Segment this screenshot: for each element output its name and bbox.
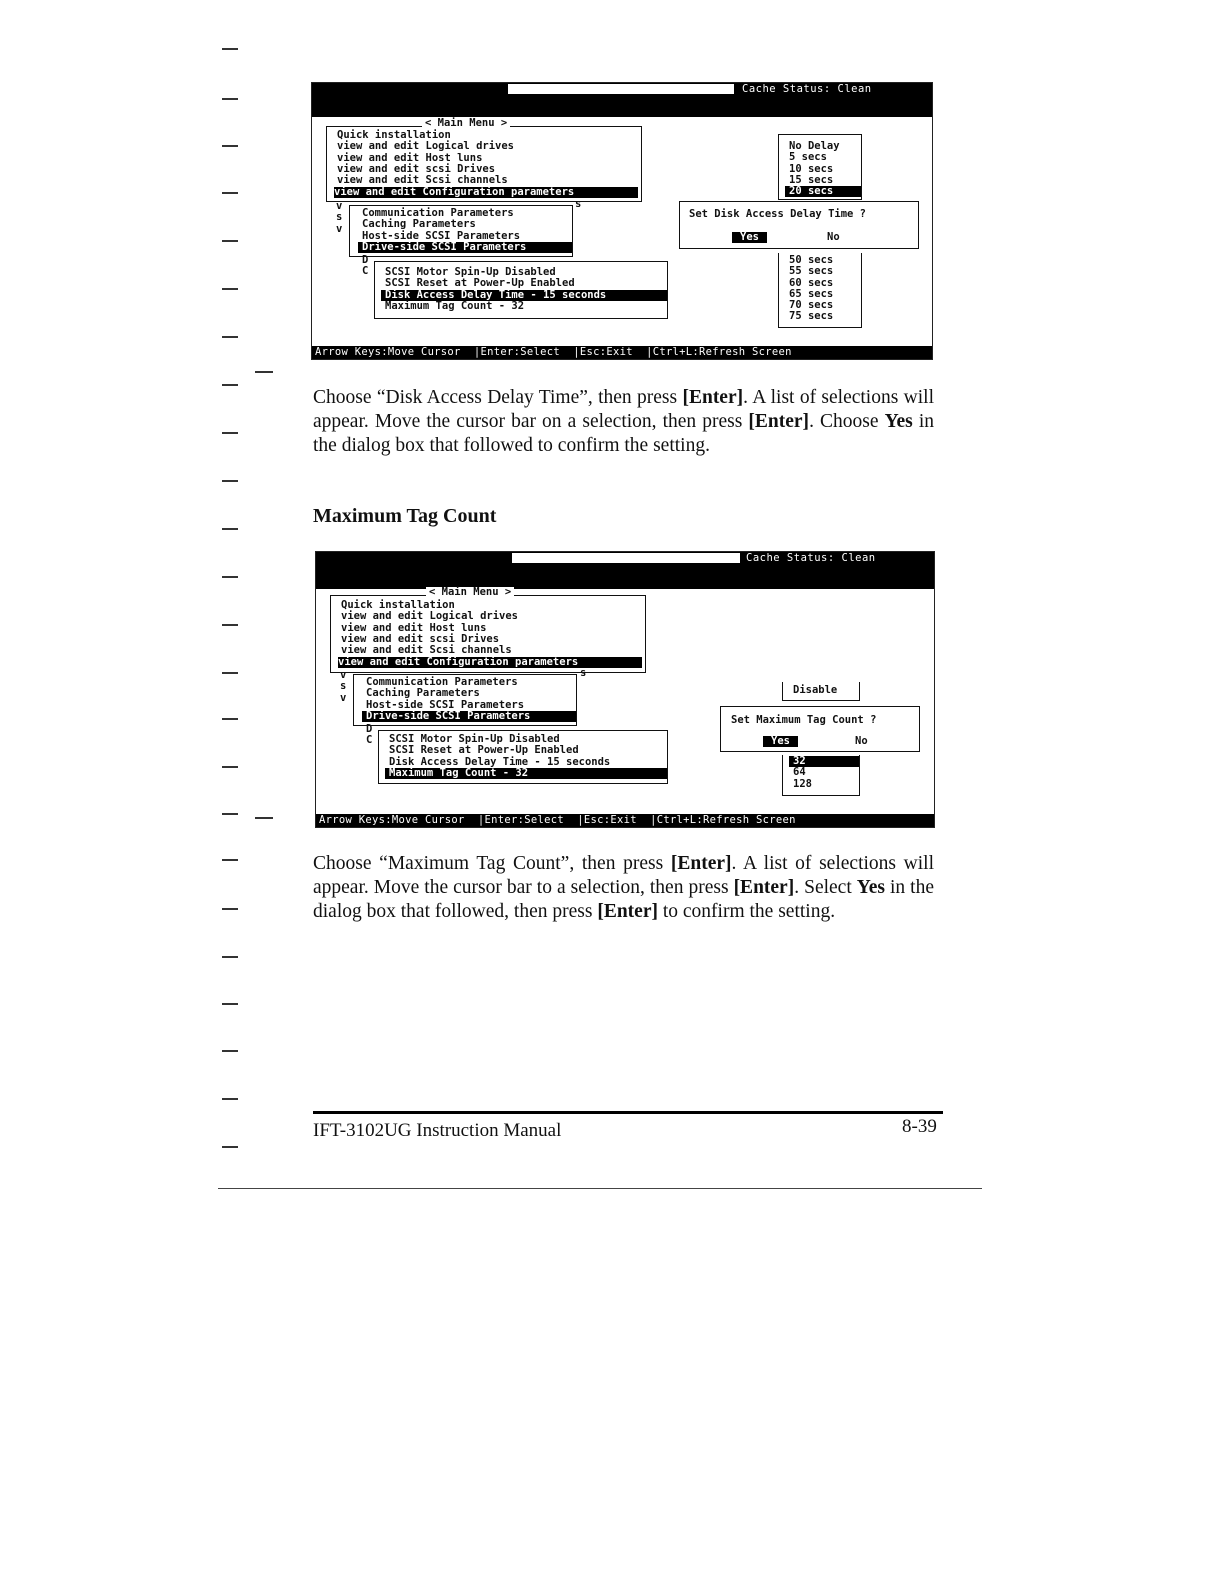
delay-option[interactable]: 50 secs bbox=[789, 254, 834, 266]
section-heading: Maximum Tag Count bbox=[313, 505, 497, 527]
menu-item-configuration-parameters[interactable]: view and edit Configuration parameters bbox=[338, 657, 642, 668]
text: Choose “Maximum Tag Count”, then press bbox=[313, 853, 671, 874]
menu-item-configuration-parameters[interactable]: view and edit Configuration parameters bbox=[334, 187, 638, 198]
main-menu-title: < Main Menu > bbox=[422, 118, 510, 129]
delay-option[interactable]: 75 secs bbox=[789, 310, 834, 323]
dialog-yes-button[interactable]: Yes bbox=[732, 232, 767, 243]
config-submenu-item[interactable]: Host-side SCSI Parameters bbox=[362, 229, 521, 242]
confirm-dialog bbox=[679, 201, 919, 249]
drive-side-submenu bbox=[374, 261, 668, 319]
delay-option[interactable]: 70 secs bbox=[789, 299, 834, 312]
key-enter: [Enter] bbox=[682, 387, 744, 408]
text: Choose “Disk Access Delay Time”, then press bbox=[313, 387, 683, 408]
submenu-trailing-s: s bbox=[575, 198, 582, 210]
config-submenu-item[interactable]: Drive-side SCSI Parameters bbox=[362, 711, 576, 722]
key-enter: [Enter] bbox=[597, 901, 658, 922]
dialog-no-button[interactable]: No bbox=[827, 231, 840, 243]
paragraph-delay-time bbox=[313, 386, 934, 458]
stub-letter: C bbox=[366, 734, 373, 747]
footer-rule bbox=[313, 1111, 943, 1114]
terminal-screenshot-tag-count bbox=[315, 551, 935, 828]
drive-submenu-item[interactable]: SCSI Reset at Power-Up Enabled bbox=[385, 277, 575, 290]
drive-submenu-item[interactable]: SCSI Motor Spin-Up Disabled bbox=[389, 733, 560, 745]
stub-letter: C bbox=[362, 265, 369, 278]
stub-letter: v bbox=[336, 222, 343, 235]
config-submenu-item[interactable]: Host-side SCSI Parameters bbox=[366, 698, 525, 711]
stub-letter: v bbox=[340, 691, 347, 704]
confirm-dialog bbox=[720, 706, 920, 752]
config-submenu-item[interactable]: Caching Parameters bbox=[366, 687, 480, 700]
dialog-prompt: Set Maximum Tag Count ? bbox=[731, 714, 877, 726]
config-submenu bbox=[349, 205, 573, 257]
main-menu-item[interactable]: view and edit scsi Drives bbox=[341, 632, 500, 645]
main-menu-item[interactable]: view and edit Logical drives bbox=[341, 610, 519, 623]
status-bar: Arrow Keys:Move Cursor |Enter:Select |Esc:Exit |Ctrl+L:Refresh Screen bbox=[316, 814, 934, 827]
main-menu-item[interactable]: view and edit Host luns bbox=[337, 151, 483, 164]
option-disable[interactable]: Disable bbox=[793, 684, 838, 696]
delay-option[interactable]: 5 secs bbox=[789, 151, 827, 164]
delay-option[interactable]: 10 secs bbox=[789, 162, 834, 175]
main-menu-stub-letters bbox=[340, 670, 346, 704]
dialog-prompt: Set Disk Access Delay Time ? bbox=[689, 208, 867, 220]
cache-status: Cache Status: Clean bbox=[742, 83, 872, 95]
drive-side-submenu bbox=[378, 730, 668, 784]
tag-options-list bbox=[782, 682, 860, 701]
paragraph-tag-count bbox=[313, 852, 934, 924]
delay-option[interactable]: 15 secs bbox=[789, 173, 834, 186]
main-menu-item[interactable]: Quick installation bbox=[341, 599, 455, 611]
terminal-screenshot-delay-time bbox=[311, 82, 933, 360]
cache-status: Cache Status: Clean bbox=[746, 552, 876, 564]
main-menu-title: < Main Menu > bbox=[426, 587, 514, 598]
dialog-yes-button[interactable]: Yes bbox=[763, 736, 798, 747]
text: . Choose bbox=[809, 411, 885, 432]
text: . Select bbox=[794, 877, 857, 898]
stub-letter: v bbox=[336, 200, 343, 212]
yes-emphasis: Yes bbox=[856, 877, 885, 898]
stub-letter: s bbox=[336, 211, 343, 224]
drive-submenu-item[interactable]: Disk Access Delay Time - 15 seconds bbox=[381, 290, 667, 301]
main-menu-stub-letters bbox=[336, 201, 342, 235]
main-menu-item[interactable]: view and edit Scsi channels bbox=[337, 174, 508, 187]
stub-letter: s bbox=[340, 680, 347, 693]
page-number: 8-39 bbox=[902, 1116, 937, 1137]
config-submenu-item[interactable]: Communication Parameters bbox=[366, 676, 518, 688]
config-submenu-item[interactable]: Drive-side SCSI Parameters bbox=[358, 242, 572, 253]
stub-letter: v bbox=[340, 669, 347, 681]
config-submenu bbox=[353, 674, 577, 726]
key-enter: [Enter] bbox=[670, 853, 732, 874]
main-menu-item[interactable]: view and edit Logical drives bbox=[337, 140, 515, 153]
drive-stub-letters bbox=[362, 255, 368, 278]
config-submenu-item[interactable]: Communication Parameters bbox=[362, 207, 514, 219]
key-enter: [Enter] bbox=[733, 877, 795, 898]
submenu-trailing-s: s bbox=[580, 667, 587, 679]
drive-stub-letters bbox=[366, 724, 372, 747]
tag-option[interactable]: 32 bbox=[789, 756, 859, 767]
drive-submenu-item[interactable]: Disk Access Delay Time - 15 seconds bbox=[389, 755, 611, 768]
tag-option[interactable]: 128 bbox=[793, 777, 812, 790]
drive-submenu-item[interactable]: Maximum Tag Count - 32 bbox=[385, 768, 667, 779]
drive-submenu-item[interactable]: Maximum Tag Count - 32 bbox=[385, 299, 525, 312]
text: in the dialog box that followed to confirm the setting. bbox=[313, 411, 935, 456]
main-menu-item[interactable]: view and edit Host luns bbox=[341, 621, 487, 634]
drive-submenu-item[interactable]: SCSI Reset at Power-Up Enabled bbox=[389, 744, 579, 757]
text: to confirm the setting. bbox=[657, 901, 836, 922]
text: . A list of selections will appear. Move the cursor bar to a selection, then press bbox=[313, 853, 934, 898]
text: in the dialog box that followed, then press bbox=[313, 877, 934, 922]
tag-options-list-continued bbox=[782, 755, 860, 796]
delay-option[interactable]: 65 secs bbox=[789, 287, 834, 300]
key-enter: [Enter] bbox=[748, 411, 810, 432]
delay-option[interactable]: 55 secs bbox=[789, 265, 834, 278]
yes-emphasis: Yes bbox=[884, 411, 913, 432]
dialog-no-button[interactable]: No bbox=[855, 735, 868, 747]
status-bar: Arrow Keys:Move Cursor |Enter:Select |Esc:Exit |Ctrl+L:Refresh Screen bbox=[312, 346, 932, 359]
stub-letter: D bbox=[366, 723, 373, 735]
main-menu-item[interactable]: view and edit Scsi channels bbox=[341, 644, 512, 657]
text: . A list of selections will appear. Move the cursor bar on a selection, then press bbox=[313, 387, 935, 432]
stub-letter: D bbox=[362, 254, 369, 266]
main-menu-item[interactable]: view and edit scsi Drives bbox=[337, 162, 496, 175]
delay-option[interactable]: 20 secs bbox=[785, 186, 861, 197]
manual-title: IFT-3102UG Instruction Manual bbox=[313, 1120, 562, 1141]
tag-option[interactable]: 64 bbox=[793, 766, 806, 779]
delay-options-list bbox=[778, 134, 862, 200]
drive-submenu-item[interactable]: SCSI Motor Spin-Up Disabled bbox=[385, 266, 556, 278]
main-menu-item[interactable]: Quick installation bbox=[337, 129, 451, 141]
delay-options-list-continued bbox=[778, 253, 862, 328]
delay-option[interactable]: No Delay bbox=[789, 140, 840, 152]
page-bottom-rule bbox=[218, 1188, 982, 1189]
config-submenu-item[interactable]: Caching Parameters bbox=[362, 218, 476, 231]
delay-option[interactable]: 60 secs bbox=[789, 276, 834, 289]
